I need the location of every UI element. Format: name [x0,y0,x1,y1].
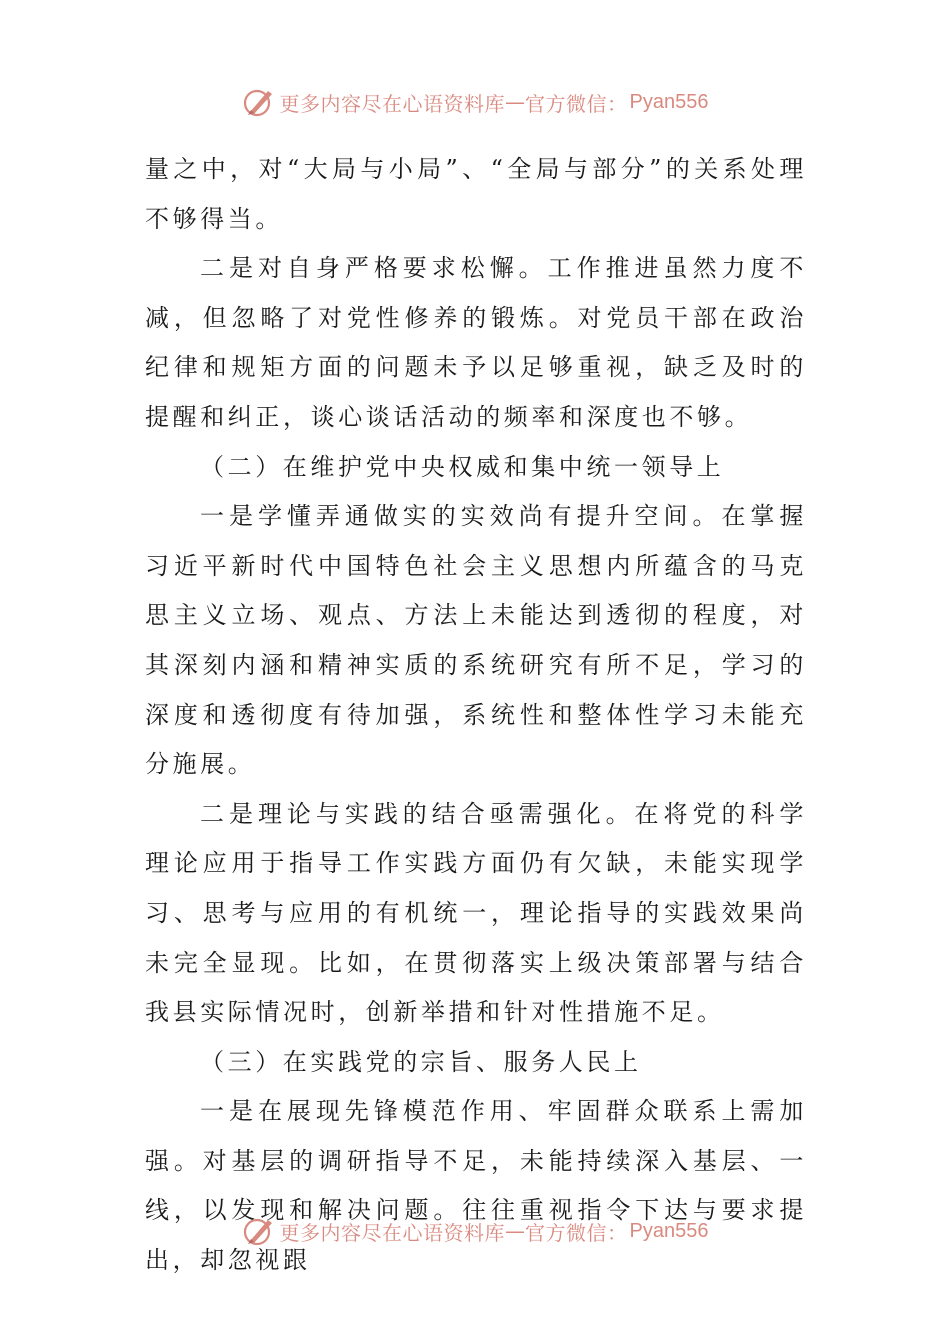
paragraph-theory-practice: 二是理论与实践的结合亟需强化。在将党的科学理论应用于指导工作实践方面仍有欠缺，未能实现学习、思考与应用的有机统一，理论指导的实践效果尚未完全显现。比如，在贯彻落实上级决策部署与结合我县实际情况时，创新举措和针对性措施不足。 [145,799,807,1027]
pen-logo-icon [242,85,276,119]
section-heading-2: （二）在维护党中央权威和集中统一领导上 [200,452,725,481]
section-heading-3: （三）在实践党的宗旨、服务人民上 [200,1047,642,1076]
header-dash: — [505,90,526,114]
document-body [145,145,807,1286]
paragraph-study-effectiveness: 一是学懂弄通做实的实效尚有提升空间。在掌握习近平新时代中国特色社会主义思想内所蕴含的马克思主义立场、观点、方法上未能达到透彻的程度，对其深刻内涵和精神实质的系统研究有所不足，学习的深度和透彻度有待加强，系统性和整体性学习未能充分施展。 [145,502,807,779]
header-wechat-label: 官方微信： [525,91,628,116]
header-watermark [0,82,950,122]
footer-wechat-id: Pyan556 [629,1219,709,1242]
paragraph-continued: 量之中，对“大局与小局”、“全局与部分”的关系处理不够得当。 [145,155,807,233]
paragraph-pioneer-role: 一是在展现先锋模范作用、牢固群众联系上需加强。对基层的调研指导不足，未能持续深入基层、一线，以发现和解决问题。往往重视指令下达与要求提出，却忽视跟 [145,1097,807,1275]
footer-watermark [0,1211,950,1251]
pen-logo-icon [242,1214,276,1248]
header-brand: 更多内容尽在心语资料库 [279,91,506,116]
footer-wechat-label: 官方微信： [525,1220,628,1245]
footer-brand: 更多内容尽在心语资料库 [279,1220,506,1245]
header-wechat-id: Pyan556 [629,90,709,113]
paragraph-self-discipline: 二是对自身严格要求松懈。工作推进虽然力度不减，但忽略了对党性修养的锻炼。对党员干部在政治纪律和规矩方面的问题未予以足够重视，缺乏及时的提醒和纠正，谈心谈话活动的频率和深度也不够。 [145,254,807,431]
footer-dash: — [505,1219,526,1243]
